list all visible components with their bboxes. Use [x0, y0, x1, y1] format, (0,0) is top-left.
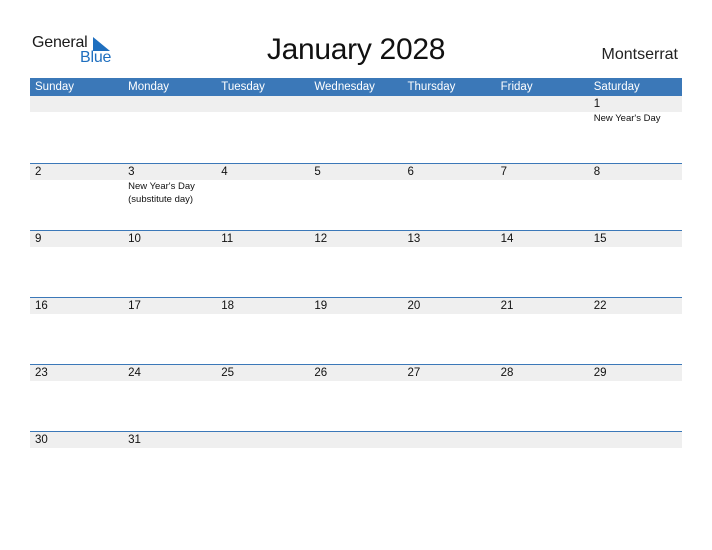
day-number: 17: [128, 300, 141, 312]
weekday-sunday: Sunday: [35, 81, 75, 93]
day-number: 22: [593, 300, 607, 312]
day-cell: [216, 231, 309, 297]
day-cell: [589, 298, 682, 364]
weekday-saturday: Saturday: [593, 81, 640, 93]
day-cell: [403, 298, 496, 364]
day-cell: [216, 164, 309, 230]
day-number: 14: [500, 233, 514, 245]
day-cell: [403, 365, 496, 431]
day-cell: [589, 432, 682, 498]
weekday-wednesday: Wednesday: [314, 81, 375, 93]
day-number: 12: [314, 233, 328, 245]
day-cell: [216, 96, 309, 163]
week-row: [30, 431, 682, 498]
day-number: 27: [407, 367, 421, 379]
day-cell: [403, 231, 496, 297]
week-row: [30, 163, 682, 230]
day-cell: [589, 164, 682, 230]
day-cell: [309, 164, 402, 230]
day-cell: [123, 432, 216, 498]
day-cell: [309, 231, 402, 297]
day-cell: [496, 432, 589, 498]
day-cell: [496, 96, 589, 163]
day-cell: [123, 96, 216, 163]
day-number: 26: [314, 367, 328, 379]
day-number: 31: [128, 434, 141, 446]
day-number: 6: [407, 166, 414, 178]
day-cell: [30, 365, 123, 431]
logo-text-general: General: [32, 34, 88, 51]
day-number: 20: [407, 300, 421, 312]
day-cell: [589, 231, 682, 297]
day-cell: [216, 298, 309, 364]
day-cell: [403, 432, 496, 498]
day-cell: [589, 96, 682, 163]
week-row: [30, 297, 682, 364]
weekday-tuesday: Tuesday: [221, 81, 265, 93]
week-row: [30, 364, 682, 431]
weekday-header: [30, 78, 682, 96]
day-number: 30: [35, 434, 48, 446]
day-cell: [589, 365, 682, 431]
day-cell: [309, 365, 402, 431]
week-row: [30, 96, 682, 163]
day-number: 25: [221, 367, 235, 379]
day-cell: [403, 96, 496, 163]
day-cell: [309, 96, 402, 163]
day-cell: [30, 164, 123, 230]
day-cell: [496, 164, 589, 230]
day-cell: [30, 298, 123, 364]
day-number: 2: [35, 166, 42, 178]
weekday-monday: Monday: [128, 81, 170, 93]
day-number: 4: [221, 166, 228, 178]
day-number: 11: [221, 233, 234, 245]
day-cell: [30, 231, 123, 297]
day-cell: [309, 432, 402, 498]
day-number: 10: [128, 233, 141, 245]
day-number: 1: [593, 98, 601, 110]
day-cell: [496, 365, 589, 431]
day-number: 13: [407, 233, 421, 245]
day-cell: [216, 432, 309, 498]
weekday-thursday: Thursday: [407, 81, 456, 93]
day-cell: [403, 164, 496, 230]
day-number: 7: [500, 166, 508, 178]
day-cell: [123, 298, 216, 364]
holiday-label: [128, 180, 195, 206]
day-number: 15: [593, 233, 607, 245]
day-cell: [496, 298, 589, 364]
day-number: 21: [500, 300, 514, 312]
day-number: 19: [314, 300, 328, 312]
day-cell: [30, 96, 123, 163]
holiday-label: New Year's Day: [593, 113, 661, 124]
calendar-grid: [30, 78, 682, 498]
day-cell: [216, 365, 309, 431]
day-number: 5: [314, 166, 321, 178]
day-cell: [123, 365, 216, 431]
day-cell: [30, 432, 123, 498]
day-number: 28: [500, 367, 514, 379]
logo-text-blue: Blue: [80, 49, 112, 66]
day-number: 3: [128, 166, 135, 178]
day-cell: [123, 164, 216, 230]
day-number: 24: [128, 367, 141, 379]
day-cell: [123, 231, 216, 297]
holiday-label-line: New Year's Day: [128, 181, 195, 192]
country-name: Montserrat: [601, 46, 678, 63]
week-row: [30, 230, 682, 297]
day-number: 23: [35, 367, 48, 379]
weekday-friday: Friday: [500, 81, 533, 93]
day-number: 29: [593, 367, 607, 379]
day-cell: [496, 231, 589, 297]
calendar-title: January 2028: [266, 33, 446, 66]
day-cell: [309, 298, 402, 364]
day-number: 9: [35, 233, 42, 245]
holiday-label-line: (substitute day): [128, 194, 194, 205]
day-number: 18: [221, 300, 235, 312]
day-number: 16: [35, 300, 48, 312]
day-number: 8: [593, 166, 601, 178]
